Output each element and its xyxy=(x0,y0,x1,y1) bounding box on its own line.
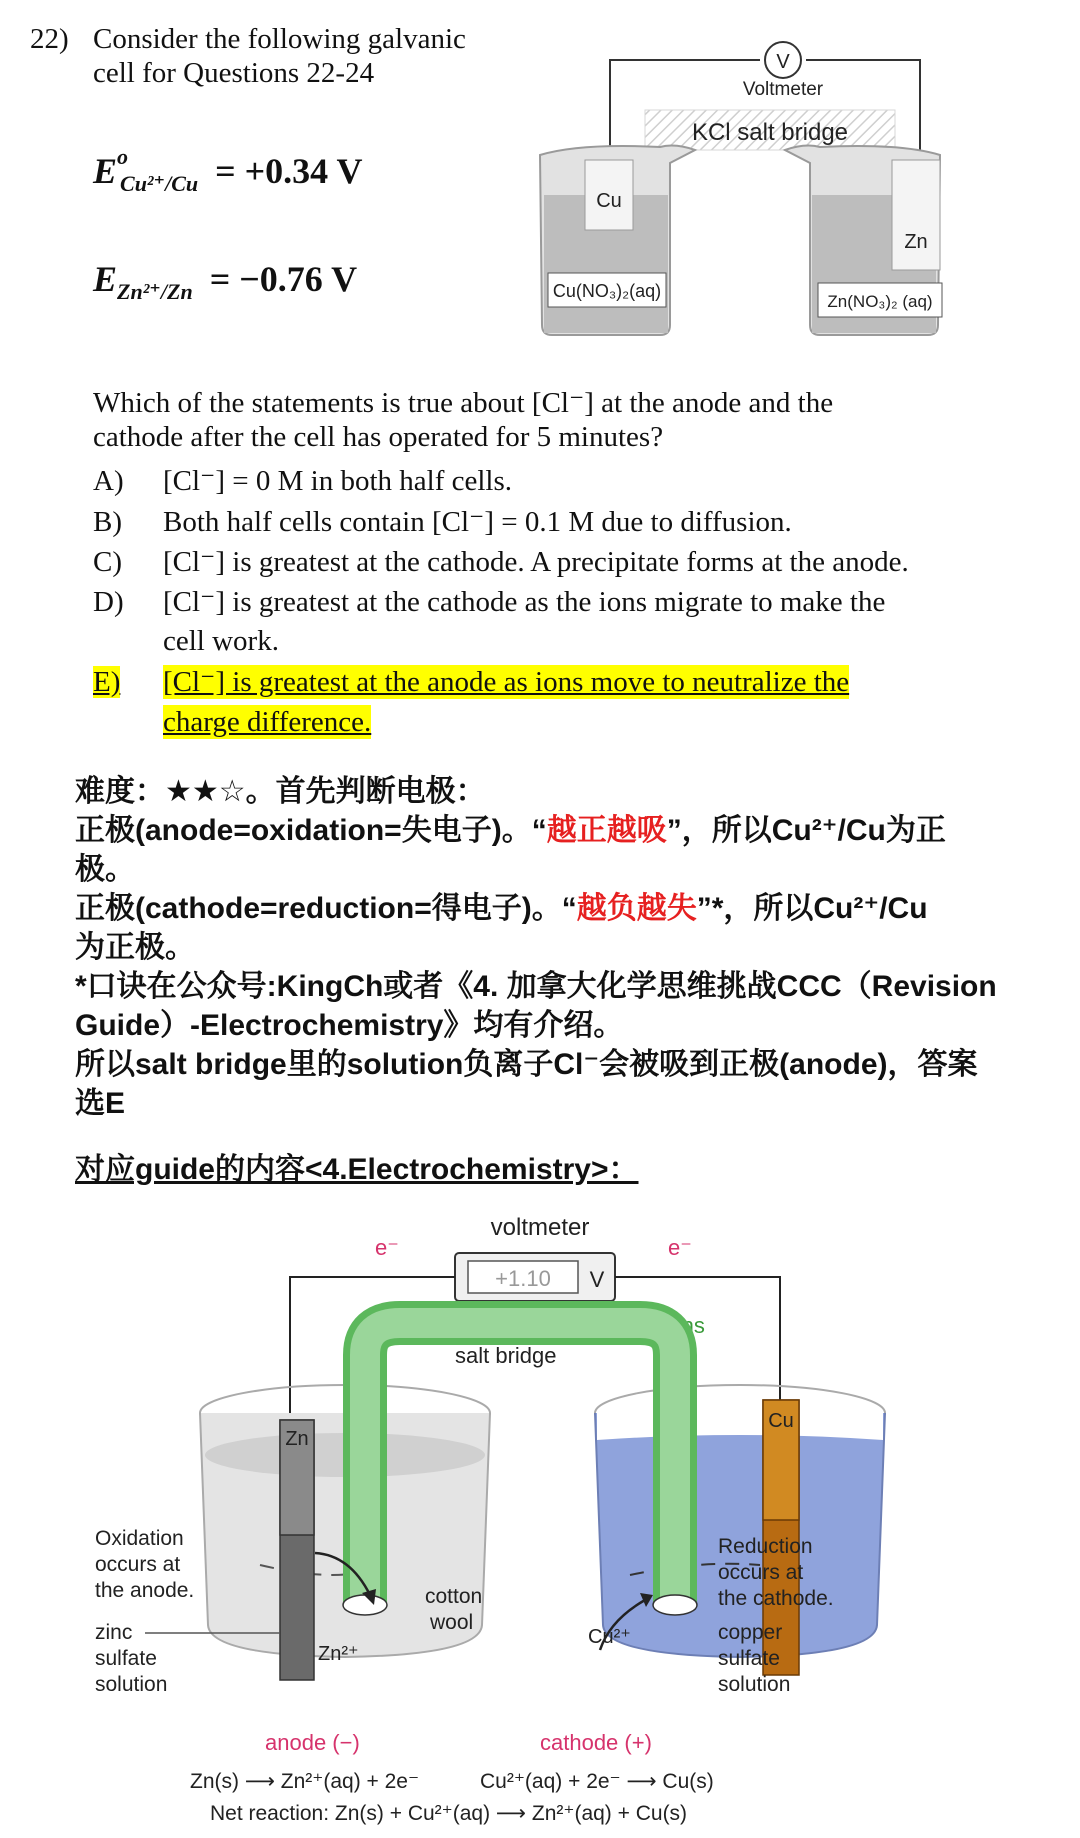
question-stem-line1: Which of the statements is true about [Cl⁻] at the anode and the xyxy=(93,387,834,419)
question-number: 22) xyxy=(30,23,69,55)
explanation-line1: 难度：★★☆。首先判断电极： xyxy=(75,775,486,808)
zn-ion-label: Zn²⁺ xyxy=(318,1643,359,1665)
cu-electrode-label: Cu xyxy=(596,190,622,212)
guide-heading: 对应guide的内容<4.Electrochemistry>： xyxy=(75,1153,639,1186)
zn-electrode xyxy=(892,160,940,270)
anions-label: anions xyxy=(640,1313,705,1338)
cathode-label: cathode (+) xyxy=(540,1730,652,1755)
salt-bridge-label: KCl salt bridge xyxy=(691,119,849,146)
left-solution-label: Cu(NO₃)₂(aq) xyxy=(552,281,662,301)
oxidation-text-1: Oxidation xyxy=(95,1527,184,1550)
explanation-line6: *口诀在公众号:KingCh或者《4. 加拿大化学思维挑战CCC（Revision xyxy=(75,970,997,1003)
option-d[interactable]: D) [Cl⁻] is greatest at the cathode as the ions migrate to make the cell work. xyxy=(93,586,886,657)
explanation-line8: 所以salt bridge里的solution负离子Cl⁻会被吸到正极(anode)，答案 xyxy=(75,1048,978,1081)
option-a[interactable]: A) [Cl⁻] = 0 M in both half cells. xyxy=(93,465,513,497)
copper-solution-text-2: sulfate xyxy=(718,1647,780,1670)
explanation-line4: 正极(cathode=reduction=得电子)。“越负越失”*，所以Cu²⁺/Cu xyxy=(75,892,928,925)
cotton-wool-label-1: cotton xyxy=(425,1585,483,1608)
option-b[interactable]: B) Both half cells contain [Cl⁻] = 0.1 M due to diffusion. xyxy=(93,506,792,538)
voltmeter-symbol: V xyxy=(776,51,790,73)
voltmeter-label: Voltmeter xyxy=(742,79,824,100)
option-c[interactable]: C) [Cl⁻] is greatest at the cathode. A precipitate forms at the anode. xyxy=(93,546,909,578)
voltmeter-unit: V xyxy=(589,1267,605,1292)
electron-right: e⁻ xyxy=(668,1235,692,1260)
cathode-reaction: Cu²⁺(aq) + 2e⁻ ⟶ Cu(s) xyxy=(480,1770,714,1793)
voltmeter-label: voltmeter xyxy=(490,1214,590,1241)
question-intro-line2: cell for Questions 22-24 xyxy=(93,57,375,89)
cu-electrode-label: Cu xyxy=(768,1410,794,1432)
anode-reaction: Zn(s) ⟶ Zn²⁺(aq) + 2e⁻ xyxy=(190,1770,420,1793)
explanation-line9: 选E xyxy=(75,1087,126,1120)
cotton-wool-right xyxy=(653,1595,697,1615)
explanation-line5: 为正极。 xyxy=(75,931,195,964)
zinc-solution-text-1: zinc xyxy=(95,1621,133,1644)
reduction-text-1: Reduction xyxy=(718,1535,813,1558)
salt-bridge-label: salt bridge xyxy=(455,1343,557,1368)
zinc-solution-text-2: sulfate xyxy=(95,1647,157,1670)
cu-ion-label: Cu²⁺ xyxy=(588,1626,631,1648)
cu-potential-equation: $E^o_{Cu^{2+}/Cu} = +0.34$ V xyxy=(93,144,363,197)
electron-left: e⁻ xyxy=(375,1235,399,1260)
explanation-line2: 正极(anode=oxidation=失电子)。“越正越吸”，所以Cu²⁺/Cu为正 xyxy=(75,814,946,847)
reduction-text-3: the cathode. xyxy=(718,1587,834,1610)
daniell-cell-diagram xyxy=(95,1205,1000,1825)
explanation-block xyxy=(75,772,1065,1123)
zn-electrode-label: Zn xyxy=(285,1428,309,1450)
zn-potential-equation: $E_{Zn^{2+}/Zn} = -0.76$ V xyxy=(93,259,358,305)
oxidation-text-2: occurs at xyxy=(95,1553,181,1576)
cotton-wool-label-2: wool xyxy=(430,1611,474,1634)
right-solution-label: Zn(NO₃)₂ (aq) xyxy=(827,292,933,311)
galvanic-cell-diagram xyxy=(520,35,1050,355)
question-intro-line1: Consider the following galvanic xyxy=(93,23,466,55)
explanation-line7: Guide）-Electrochemistry》均有介绍。 xyxy=(75,1009,624,1042)
explanation-line3: 极。 xyxy=(75,853,135,886)
net-reaction: Net reaction: Zn(s) + Cu²⁺(aq) ⟶ Zn²⁺(aq) + Cu(s) xyxy=(210,1802,688,1825)
copper-solution-text-3: solution xyxy=(718,1673,791,1696)
reduction-text-2: occurs at xyxy=(718,1561,804,1584)
zn-electrode-label: Zn xyxy=(904,231,928,253)
oxidation-text-3: the anode. xyxy=(95,1579,195,1602)
cotton-wool-left xyxy=(343,1595,387,1615)
voltmeter-reading: +1.10 xyxy=(495,1266,551,1291)
option-e-correct[interactable]: E) [Cl⁻] is greatest at the anode as ions move to neutralize the charge difference. xyxy=(93,666,850,738)
question-stem-line2: cathode after the cell has operated for 5 minutes? xyxy=(93,421,664,453)
zinc-solution-text-3: solution xyxy=(95,1673,168,1696)
copper-solution-text-1: copper xyxy=(718,1621,783,1644)
anode-label: anode (−) xyxy=(265,1730,360,1755)
